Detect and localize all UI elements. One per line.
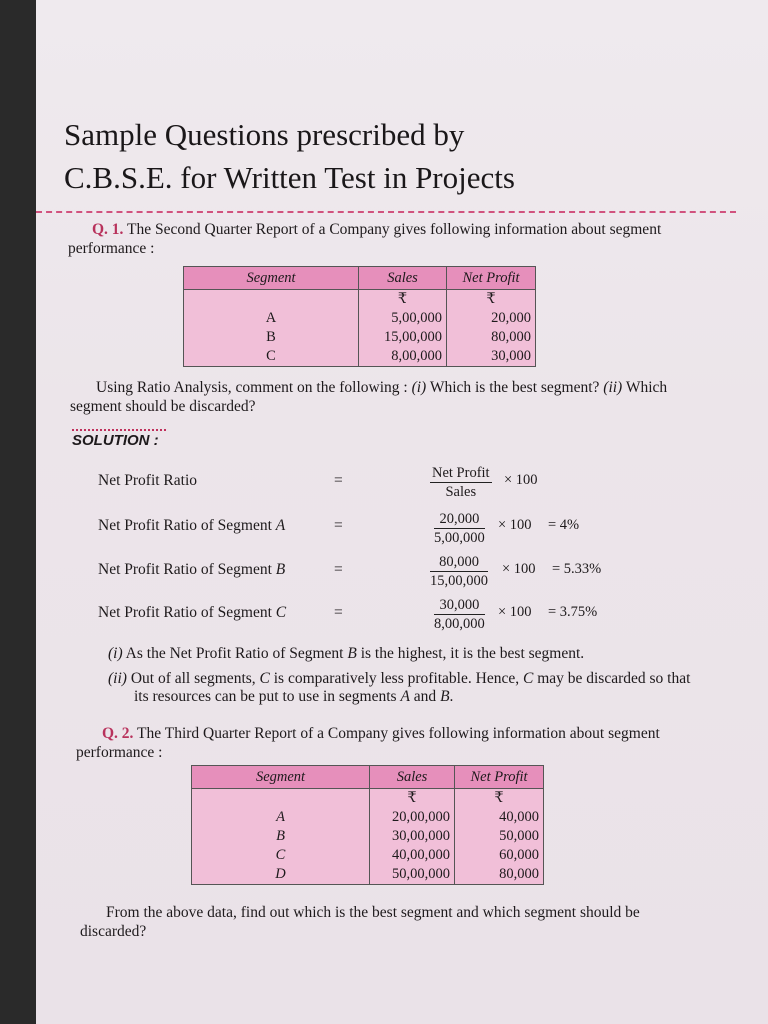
segment-cell: B xyxy=(192,827,370,846)
segment-cell: A xyxy=(184,309,359,328)
fraction xyxy=(430,464,492,502)
ratio-label-text: Net Profit Ratio of Segment xyxy=(98,604,276,621)
prompt-mark-i: (i) xyxy=(411,379,427,396)
equals-sign: = xyxy=(334,517,343,534)
numerator: Net Profit xyxy=(432,465,490,481)
multiplier: × 100 xyxy=(498,517,532,533)
note-mark: (i) xyxy=(108,645,123,662)
equals-sign: = xyxy=(334,561,343,578)
numerator: 80,000 xyxy=(430,553,488,572)
segment-letter: C xyxy=(259,670,270,687)
multiplier: × 100 xyxy=(504,472,538,488)
numerator: 30,000 xyxy=(434,596,485,615)
equals-sign: = xyxy=(334,604,343,621)
segment-cell: D xyxy=(192,865,370,885)
table-row xyxy=(192,865,544,885)
table-row xyxy=(192,846,544,865)
col-header-net-profit: Net Profit xyxy=(447,267,536,290)
note-text: Out of all segments, xyxy=(126,670,260,687)
segment-letter: B xyxy=(440,688,450,705)
currency-symbol: ₹ xyxy=(447,290,536,310)
sales-cell: 40,00,000 xyxy=(370,846,455,865)
col-header-net-profit: Net Profit xyxy=(455,766,544,789)
ratio-label-text: Net Profit Ratio of Segment xyxy=(98,561,276,578)
question-2 xyxy=(76,724,716,762)
net-profit-cell: 30,000 xyxy=(447,347,536,367)
segment-cell: B xyxy=(184,328,359,347)
segment-letter: C xyxy=(522,670,534,687)
prompt-text-ii: Which segment should be discarded? xyxy=(70,379,668,415)
table-row xyxy=(192,827,544,846)
ratio-row-c xyxy=(98,594,718,634)
currency-symbol: ₹ xyxy=(455,789,544,809)
multiplier: × 100 xyxy=(502,561,536,577)
ratio-result: = 5.33% xyxy=(552,561,602,577)
solution-note-1 xyxy=(108,645,668,663)
solution-dots xyxy=(72,429,166,431)
formula-label: Net Profit Ratio xyxy=(98,472,198,489)
ratio-label xyxy=(98,517,285,535)
segment-letter: B xyxy=(347,645,357,662)
net-profit-cell: 40,000 xyxy=(455,808,544,827)
ratio-result: = 4% xyxy=(548,517,580,533)
currency-row xyxy=(192,789,544,809)
question-1-number: Q. 1. xyxy=(92,221,124,238)
multiplier: × 100 xyxy=(498,604,532,620)
fraction xyxy=(430,553,488,591)
equals-sign: = xyxy=(334,472,343,489)
fraction xyxy=(434,510,485,548)
sales-cell: 8,00,000 xyxy=(359,347,447,367)
solution-note-2 xyxy=(108,670,700,706)
heading-line-2: C.B.S.E. for Written Test in Projects xyxy=(64,160,515,195)
denominator: Sales xyxy=(445,484,477,500)
segment-table-q1 xyxy=(183,266,536,367)
ratio-row-b xyxy=(98,551,718,591)
segment-letter: B xyxy=(275,561,286,578)
net-profit-cell: 50,000 xyxy=(455,827,544,846)
col-header-sales: Sales xyxy=(370,766,455,789)
note-text: may be discarded so that its resources can be put to use in segments xyxy=(134,670,691,705)
sales-cell: 50,00,000 xyxy=(370,865,455,885)
table-row xyxy=(192,808,544,827)
segment-letter: A xyxy=(275,517,286,534)
table-row xyxy=(184,328,536,347)
question-1-text: The Second Quarter Report of a Company gives following information about segment performance : xyxy=(68,221,662,257)
prompt-mark-ii: (ii) xyxy=(603,379,623,396)
page-heading xyxy=(64,113,704,199)
table-cell xyxy=(184,290,359,310)
sales-cell: 15,00,000 xyxy=(359,328,447,347)
net-profit-cell: 80,000 xyxy=(455,865,544,885)
currency-row xyxy=(184,290,536,310)
denominator: 15,00,000 xyxy=(430,573,488,589)
note-text: and xyxy=(409,688,441,705)
table-row xyxy=(184,309,536,328)
col-header-segment: Segment xyxy=(184,267,359,290)
sales-cell: 20,00,000 xyxy=(370,808,455,827)
question-2-text: The Third Quarter Report of a Company gives following information about segment performance : xyxy=(76,725,660,761)
currency-symbol: ₹ xyxy=(370,789,455,809)
prompt-lead: Using Ratio Analysis, comment on the following : xyxy=(96,379,412,396)
ratio-label-text: Net Profit Ratio of Segment xyxy=(98,517,276,534)
table-row xyxy=(184,347,536,367)
ratio-label xyxy=(98,561,285,579)
note-text: As the Net Profit Ratio of Segment xyxy=(122,645,348,662)
question-2-prompt: From the above data, find out which is the best segment and which segment should be discarded? xyxy=(80,904,640,940)
segment-table-q2 xyxy=(191,765,544,885)
textbook-page xyxy=(36,0,768,1024)
segment-cell: A xyxy=(192,808,370,827)
question-2-number: Q. 2. xyxy=(102,725,134,742)
net-profit-cell: 60,000 xyxy=(455,846,544,865)
sales-cell: 30,00,000 xyxy=(370,827,455,846)
table-cell xyxy=(192,789,370,809)
segment-letter: C xyxy=(275,604,287,621)
net-profit-cell: 80,000 xyxy=(447,328,536,347)
note-text: is comparatively less profitable. Hence, xyxy=(269,670,523,687)
col-header-segment: Segment xyxy=(192,766,370,789)
heading-line-1: Sample Questions prescribed by xyxy=(64,117,465,152)
question-1-prompt xyxy=(70,378,690,416)
sales-cell: 5,00,000 xyxy=(359,309,447,328)
solution-title: SOLUTION : xyxy=(72,432,159,449)
col-header-sales: Sales xyxy=(359,267,447,290)
currency-symbol: ₹ xyxy=(359,290,447,310)
denominator: 5,00,000 xyxy=(434,530,485,546)
ratio-label xyxy=(98,604,286,622)
denominator: 8,00,000 xyxy=(434,616,485,632)
ratio-result: = 3.75% xyxy=(548,604,598,620)
net-profit-cell: 20,000 xyxy=(447,309,536,328)
segment-cell: C xyxy=(192,846,370,865)
numerator: 20,000 xyxy=(434,510,485,529)
table-header-row xyxy=(192,766,544,789)
table-header-row xyxy=(184,267,536,290)
segment-letter: A xyxy=(400,688,410,705)
section-divider xyxy=(36,211,736,213)
prompt-text-i: Which is the best segment? xyxy=(426,379,600,396)
ratio-row-a xyxy=(98,507,718,547)
fraction xyxy=(434,596,485,634)
formula-row xyxy=(98,462,718,502)
segment-cell: C xyxy=(184,347,359,367)
question-1 xyxy=(68,220,708,258)
note-text: . xyxy=(449,688,454,705)
note-mark: (ii) xyxy=(108,670,127,687)
note-text: is the highest, it is the best segment. xyxy=(356,645,585,662)
